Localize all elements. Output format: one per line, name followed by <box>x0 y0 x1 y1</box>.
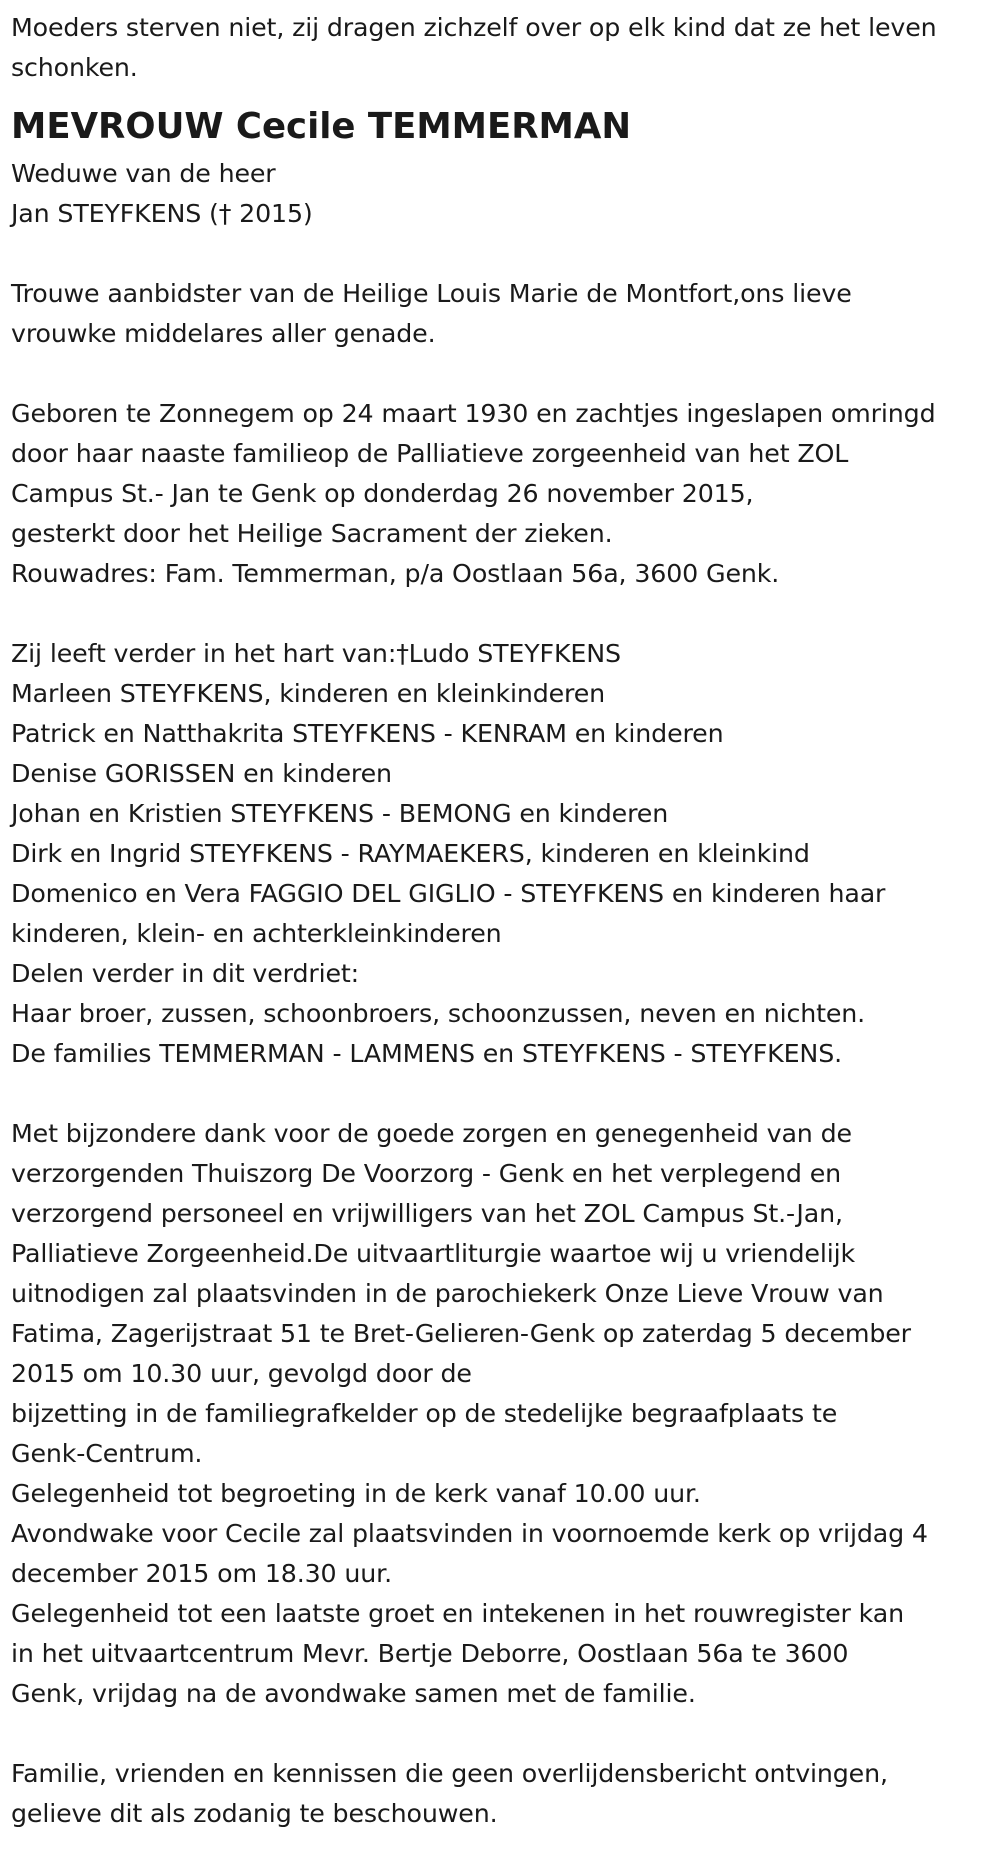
thanks-funeral-line: Avondwake voor Cecile zal plaatsvinden in voornoemde kerk op vrijdag 4 <box>11 1519 928 1548</box>
thanks-funeral-line: 2015 om 10.30 uur, gevolgd door de <box>11 1359 472 1388</box>
family-paragraph <box>11 634 988 1074</box>
motto-line: Moeders sterven niet, zij dragen zichzelf over op elk kind dat ze het leven <box>11 13 937 42</box>
thanks-funeral-paragraph <box>11 1114 988 1714</box>
spouse-line: Weduwe van de heer <box>11 159 276 188</box>
thanks-funeral-line: verzorgend personeel en vrijwilligers van het ZOL Campus St.-Jan, <box>11 1199 843 1228</box>
family-line: Domenico en Vera FAGGIO DEL GIGLIO - STEYFKENS en kinderen haar <box>11 879 886 908</box>
thanks-funeral-line: Gelegenheid tot begroeting in de kerk vanaf 10.00 uur. <box>11 1479 701 1508</box>
birth-death-line: gesterkt door het Heilige Sacrament der zieken. <box>11 519 613 548</box>
thanks-funeral-line: Met bijzondere dank voor de goede zorgen en genegenheid van de <box>11 1119 852 1148</box>
motto-block <box>11 8 988 88</box>
thanks-funeral-line: Genk-Centrum. <box>11 1439 203 1468</box>
birth-death-paragraph <box>11 394 988 594</box>
closing-line: gelieve dit als zodanig te beschouwen. <box>11 1799 498 1828</box>
thanks-funeral-line: Palliatieve Zorgeenheid.De uitvaartliturgie waartoe wij u vriendelijk <box>11 1239 855 1268</box>
birth-death-line: Geboren te Zonnegem op 24 maart 1930 en zachtjes ingeslapen omringd <box>11 399 936 428</box>
paragraph-gap <box>11 1714 988 1754</box>
family-line: De families TEMMERMAN - LAMMENS en STEYFKENS - STEYFKENS. <box>11 1039 842 1068</box>
family-line: Johan en Kristien STEYFKENS - BEMONG en kinderen <box>11 799 669 828</box>
thanks-funeral-line: in het uitvaartcentrum Mevr. Bertje Deborre, Oostlaan 56a te 3600 <box>11 1639 849 1668</box>
family-line: Zij leeft verder in het hart van:†Ludo STEYFKENS <box>11 639 621 668</box>
mourning-address-line: Rouwadres: Fam. Temmerman, p/a Oostlaan 56a, 3600 Genk. <box>11 559 780 588</box>
thanks-funeral-line: verzorgenden Thuiszorg De Voorzorg - Genk en het verplegend en <box>11 1159 842 1188</box>
deceased-name: MEVROUW Cecile TEMMERMAN <box>11 106 632 147</box>
family-line: Denise GORISSEN en kinderen <box>11 759 392 788</box>
family-line: Haar broer, zussen, schoonbroers, schoonzussen, neven en nichten. <box>11 999 866 1028</box>
spouse-line: Jan STEYFKENS († 2015) <box>11 199 313 228</box>
paragraph-gap <box>11 594 988 634</box>
family-line: Dirk en Ingrid STEYFKENS - RAYMAEKERS, kinderen en kleinkind <box>11 839 810 868</box>
thanks-funeral-line: bijzetting in de familiegrafkelder op de stedelijke begraafplaats te <box>11 1399 838 1428</box>
paragraph-gap <box>11 1074 988 1114</box>
devotion-line: Trouwe aanbidster van de Heilige Louis Marie de Montfort,ons lieve <box>11 279 852 308</box>
family-line: Delen verder in dit verdriet: <box>11 959 360 988</box>
devotion-paragraph <box>11 274 988 354</box>
thanks-funeral-line: Gelegenheid tot een laatste groet en intekenen in het rouwregister kan <box>11 1599 904 1628</box>
thanks-funeral-line: december 2015 om 18.30 uur. <box>11 1559 392 1588</box>
spouse-block <box>11 154 988 234</box>
thanks-funeral-line: Genk, vrijdag na de avondwake samen met de familie. <box>11 1679 696 1708</box>
paragraph-gap <box>11 234 988 274</box>
closing-paragraph <box>11 1754 988 1834</box>
family-line: kinderen, klein- en achterkleinkinderen <box>11 919 502 948</box>
family-line: Marleen STEYFKENS, kinderen en kleinkinderen <box>11 679 606 708</box>
birth-death-line: door haar naaste familieop de Palliatieve zorgeenheid van het ZOL <box>11 439 849 468</box>
motto-line: schonken. <box>11 53 138 82</box>
family-line: Patrick en Natthakrita STEYFKENS - KENRAM en kinderen <box>11 719 724 748</box>
devotion-line: vrouwke middelares aller genade. <box>11 319 436 348</box>
birth-death-line: Campus St.- Jan te Genk op donderdag 26 november 2015, <box>11 479 754 508</box>
thanks-funeral-line: uitnodigen zal plaatsvinden in de parochiekerk Onze Lieve Vrouw van <box>11 1279 884 1308</box>
thanks-funeral-line: Fatima, Zagerijstraat 51 te Bret-Gelieren-Genk op zaterdag 5 december <box>11 1319 911 1348</box>
closing-line: Familie, vrienden en kennissen die geen overlijdensbericht ontvingen, <box>11 1759 888 1788</box>
paragraph-gap <box>11 354 988 394</box>
